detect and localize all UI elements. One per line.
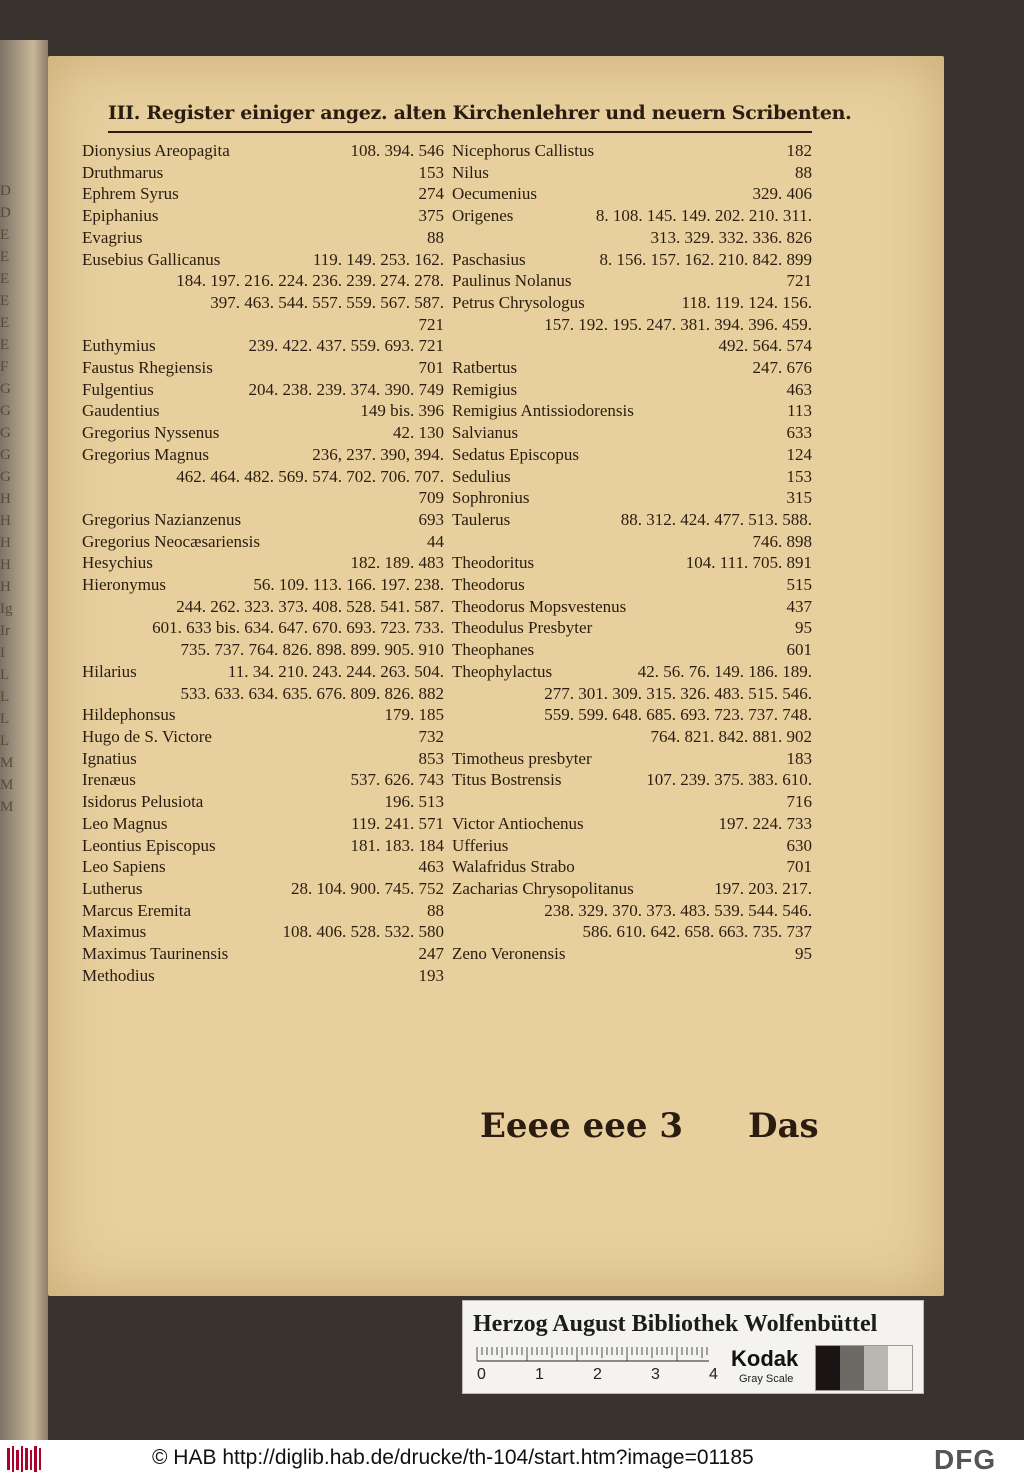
index-entry [82,227,444,249]
entry-refs: 315 [786,488,812,508]
index-entry [82,965,444,987]
entry-refs-continued: 746. 898 [752,531,812,551]
kodak-logo: Kodak [731,1346,799,1371]
entry-name: Zeno Veronensis [452,944,566,964]
entry-refs: 107. 239. 375. 383. 610. [646,770,812,790]
index-column-right [452,140,812,965]
index-entry [452,270,812,292]
index-entry [82,791,444,813]
index-entry [82,357,444,379]
index-entry [82,704,444,726]
entry-name: Evagrius [82,227,143,247]
index-entry [452,162,812,184]
index-entry [452,183,812,205]
entry-name: Theodorus [452,575,525,595]
entry-refs: 601 [786,640,812,660]
entry-refs-continued: 313. 329. 332. 336. 826 [650,227,812,247]
entry-name: Hugo de S. Victore [82,726,212,746]
edge-letter: H [0,491,11,507]
entry-name: Hilarius [82,661,137,681]
index-entry [452,400,812,422]
hab-barcode-icon [6,1444,46,1474]
entry-name: Leo Magnus [82,813,168,833]
entry-refs: 42. 130 [393,423,444,443]
entry-refs-continued: 157. 192. 195. 247. 381. 394. 396. 459. [544,314,812,334]
entry-refs: 108. 394. 546 [350,141,444,160]
index-entry [452,422,812,444]
entry-refs-continued: 244. 262. 323. 373. 408. 528. 541. 587. [176,596,444,616]
dfg-logo: DFG [934,1444,997,1475]
entry-name: Hieronymus [82,575,167,595]
index-entry [82,900,444,922]
index-entry [452,856,812,878]
index-entry [452,661,812,748]
entry-name: Leontius Episcopus [82,835,216,855]
edge-letter: E [0,315,10,331]
index-entry [452,444,812,466]
entry-name: Theophylactus [452,661,553,681]
entry-name: Nilus [452,162,489,182]
entry-refs: 701 [418,358,444,378]
entry-name: Eusebius Gallicanus [82,249,221,269]
index-entry [452,617,812,639]
index-entry [452,835,812,857]
entry-refs-continued: 735. 737. 764. 826. 898. 899. 905. 910 [180,640,444,660]
entry-name: Remigius [452,379,518,399]
entry-refs-continued: 586. 610. 642. 658. 663. 735. 737 [582,922,812,942]
entry-name: Faustus Rhegiensis [82,358,213,378]
entry-refs: 515 [786,575,812,595]
entry-refs: 95 [795,618,812,638]
entry-refs-continued: 462. 464. 482. 569. 574. 702. 706. 707. [176,466,444,486]
entry-refs: 247. 676 [752,358,812,378]
edge-letters [0,180,16,818]
index-entry [82,444,444,509]
entry-refs: 193 [418,965,444,985]
entry-name: Irenæus [82,770,136,790]
entry-name: Ratbertus [452,358,518,378]
entry-name: Lutherus [82,878,143,898]
signature-mark: Eeee eee 3 [480,1106,684,1146]
entry-name: Origenes [452,206,514,226]
head-rule [108,131,812,133]
entry-refs: 149 bis. 396 [360,401,444,421]
entry-refs-continued: 764. 821. 842. 881. 902 [650,726,812,746]
index-entry [452,943,812,965]
entry-name: Gregorius Nazianzenus [82,509,242,529]
entry-refs-continued: 559. 599. 648. 685. 693. 723. 737. 748. [544,705,812,725]
entry-name: Epiphanius [82,206,159,226]
index-entry [82,878,444,900]
entry-refs-continued: 709 [418,488,444,508]
index-entry [82,335,444,357]
index-entry [82,748,444,770]
entry-refs: 204. 238. 239. 374. 390. 749 [248,379,444,399]
entry-refs: 104. 111. 705. 891 [685,553,812,573]
index-entry [82,574,444,661]
index-entry [82,162,444,184]
entry-refs: 239. 422. 437. 559. 693. 721 [248,336,444,356]
gray-patch [840,1346,864,1390]
entry-name: Ufferius [452,835,509,855]
entry-refs: 28. 104. 900. 745. 752 [291,878,444,898]
entry-refs: 88 [427,227,444,247]
library-label-card [462,1300,924,1394]
entry-refs-continued: 184. 197. 216. 224. 236. 239. 274. 278. [176,271,444,291]
entry-refs: 44 [427,531,444,551]
entry-refs: 119. 241. 571 [351,813,444,833]
entry-name: Theodorus Mopsvestenus [452,596,627,616]
entry-name: Gaudentius [82,401,160,421]
entry-name: Taulerus [452,509,511,529]
index-entry [452,487,812,509]
entry-refs: 732 [418,726,444,746]
entry-refs: 95 [795,944,812,964]
index-entry [452,552,812,574]
entry-name: Paulinus Nolanus [452,271,572,291]
entry-name: Timotheus presbyter [452,748,592,768]
entry-refs: 247 [418,944,444,964]
entry-name: Gregorius Nyssenus [82,423,220,443]
gray-scale-patches [815,1345,913,1391]
scale-ruler [473,1347,718,1383]
entry-name: Walafridus Strabo [452,857,575,877]
index-entry [82,422,444,444]
index-entry [82,509,444,531]
entry-name: Dionysius Areopagita [82,141,230,160]
edge-letter: M [0,777,14,793]
index-entry [82,183,444,205]
index-entry [82,400,444,422]
entry-refs-continued: 721 [418,314,444,334]
index-entry [452,574,812,596]
entry-name: Theodulus Presbyter [452,618,593,638]
edge-letter: M [0,799,14,815]
entry-name: Oecumenius [452,184,537,204]
entry-name: Isidorus Pelusiota [82,792,204,812]
edge-letter: H [0,535,11,551]
entry-refs: 118. 119. 124. 156. [681,292,812,312]
index-entry [82,140,444,162]
entry-refs: 88 [795,162,812,182]
index-entry [452,292,812,357]
edge-letter: L [0,733,10,749]
ruler-number: 2 [593,1366,602,1383]
entry-refs: 181. 183. 184 [350,835,444,855]
index-entry [82,769,444,791]
edge-letter: Ir [0,623,10,639]
entry-refs: 197. 224. 733 [718,813,812,833]
entry-refs-continued: 601. 633 bis. 634. 647. 670. 693. 723. 733. [152,618,444,638]
edge-letter: L [0,689,10,705]
entry-refs: 633 [786,423,812,443]
book-page [48,56,944,1296]
entry-name: Druthmarus [82,162,164,182]
edge-letter: E [0,271,10,287]
ruler-number: 4 [709,1366,718,1383]
index-entry [452,639,812,661]
ruler-number: 0 [477,1366,486,1383]
entry-refs: 42. 56. 76. 149. 186. 189. [637,661,812,681]
entry-name: Victor Antiochenus [452,813,584,833]
entry-refs: 463 [418,857,444,877]
edge-letter: G [0,381,11,397]
index-entry [452,769,812,812]
entry-refs: 701 [786,857,812,877]
gray-patch [816,1346,840,1390]
catchword: Das [748,1106,819,1146]
entry-name: Leo Sapiens [82,857,166,877]
entry-refs: 630 [786,835,812,855]
edge-letter: G [0,469,11,485]
grayscale-label: Gray Scale [739,1373,794,1385]
ruler-number: 3 [651,1366,660,1383]
entry-name: Sedatus Episcopus [452,444,580,464]
entry-refs-continued: 397. 463. 544. 557. 559. 567. 587. [210,292,444,312]
entry-refs: 88 [427,900,444,920]
index-entry [82,249,444,336]
entry-refs: 197. 203. 217. [714,878,812,898]
edge-letter: G [0,425,11,441]
edge-letter: D [0,205,11,221]
edge-letter: L [0,711,10,727]
edge-letter: L [0,667,10,683]
gray-patch [864,1346,888,1390]
index-entry [82,531,444,553]
running-head: III. Register einiger angez. alten Kirchenlehrer und neuern Scribenten. [108,102,852,124]
edge-letter: G [0,447,11,463]
entry-refs: 437 [786,596,812,616]
index-entry [452,466,812,488]
entry-name: Zacharias Chrysopolitanus [452,878,634,898]
edge-letter: H [0,579,11,595]
edge-letter: E [0,227,10,243]
edge-letter: E [0,293,10,309]
index-entry [82,813,444,835]
entry-name: Sophronius [452,488,530,508]
entry-refs: 88. 312. 424. 477. 513. 588. [620,509,812,529]
entry-refs: 124 [786,444,812,464]
entry-refs: 182 [786,141,812,160]
entry-refs: 8. 156. 157. 162. 210. 842. 899 [599,249,812,269]
entry-refs-continued: 238. 329. 370. 373. 483. 539. 544. 546. [544,900,812,920]
entry-refs: 274 [418,184,444,204]
index-entry [452,205,812,248]
index-entry [82,379,444,401]
previous-page-edge [0,40,48,1440]
index-entry [452,813,812,835]
entry-refs: 119. 149. 253. 162. [312,249,444,269]
entry-name: Marcus Eremita [82,900,192,920]
entry-name: Theodoritus [452,553,535,573]
entry-refs: 236, 237. 390, 394. [312,444,444,464]
library-name: Herzog August Bibliothek Wolfenbüttel [473,1311,878,1337]
footer-bar [0,1440,1024,1479]
index-entry [452,878,812,943]
index-entry [82,205,444,227]
entry-refs-continued: 533. 633. 634. 635. 676. 809. 826. 882 [180,683,444,703]
edge-letter: F [0,359,9,375]
entry-refs: 11. 34. 210. 243. 244. 263. 504. [227,661,444,681]
entry-name: Euthymius [82,336,156,356]
entry-refs: 183 [786,748,812,768]
index-column-left [82,140,444,986]
edge-letter: H [0,513,11,529]
index-entry [82,726,444,748]
entry-refs: 179. 185 [384,705,444,725]
entry-refs-continued: 277. 301. 309. 315. 326. 483. 515. 546. [544,683,812,703]
index-entry [452,509,812,552]
entry-refs: 853 [418,748,444,768]
index-entry [452,596,812,618]
entry-name: Remigius Antissiodorensis [452,401,634,421]
entry-refs: 721 [786,271,812,291]
entry-refs: 693 [418,509,444,529]
entry-refs: 375 [418,206,444,226]
entry-refs: 56. 109. 113. 166. 197. 238. [253,575,444,595]
entry-name: Paschasius [452,249,526,269]
entry-refs: 329. 406 [752,184,812,204]
entry-name: Ignatius [82,748,137,768]
entry-name: Maximus [82,922,147,942]
entry-name: Petrus Chrysologus [452,292,585,312]
index-entry [82,856,444,878]
entry-name: Hildephonsus [82,705,176,725]
index-entry [82,835,444,857]
entry-name: Salvianus [452,423,519,443]
entry-refs: 8. 108. 145. 149. 202. 210. 311. [595,206,812,226]
entry-name: Hesychius [82,553,153,573]
index-entry [452,249,812,271]
edge-letter: G [0,403,11,419]
entry-refs: 182. 189. 483 [350,553,444,573]
index-entry [452,357,812,379]
edge-letter: Ig [0,601,13,617]
index-entry [452,140,812,162]
ruler-number: 1 [535,1366,544,1383]
edge-letter: D [0,183,11,199]
entry-name: Methodius [82,965,155,985]
index-entry [82,552,444,574]
entry-refs-continued: 492. 564. 574 [718,336,812,356]
entry-name: Titus Bostrensis [452,770,562,790]
entry-refs: 153 [786,466,812,486]
copyright-url[interactable]: © HAB http://diglib.hab.de/drucke/th-104/start.htm?image=01185 [152,1446,754,1469]
entry-name: Gregorius Neocæsariensis [82,531,260,551]
edge-letter: H [0,557,11,573]
index-entry [82,921,444,943]
entry-refs: 153 [418,162,444,182]
entry-name: Ephrem Syrus [82,184,179,204]
entry-name: Maximus Taurinensis [82,944,229,964]
index-entry [82,661,444,704]
entry-refs-continued: 716 [786,792,812,812]
entry-name: Sedulius [452,466,511,486]
index-entry [452,748,812,770]
edge-letter: E [0,249,10,265]
index-entry [452,379,812,401]
entry-refs: 196. 513 [384,792,444,812]
gray-patch [888,1346,912,1390]
edge-letter: E [0,337,10,353]
entry-name: Theophanes [452,640,535,660]
edge-letter: M [0,755,14,771]
entry-refs: 537. 626. 743 [350,770,444,790]
entry-name: Gregorius Magnus [82,444,210,464]
index-entry [82,943,444,965]
entry-name: Fulgentius [82,379,154,399]
entry-name: Nicephorus Callistus [452,141,595,160]
edge-letter: I [0,645,5,661]
entry-refs: 108. 406. 528. 532. 580 [282,922,444,942]
entry-refs: 463 [786,379,812,399]
entry-refs: 113 [787,401,812,421]
